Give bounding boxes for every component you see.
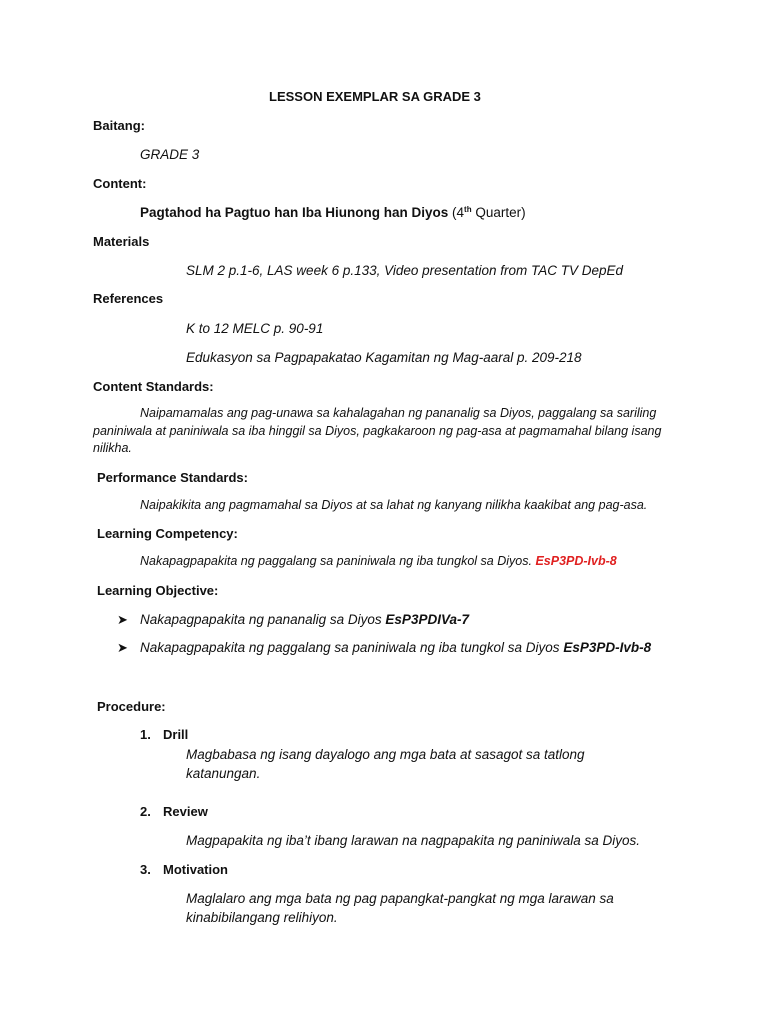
objective-item <box>140 613 469 627</box>
learning-competency-code: EsP3PD-Ivb-8 <box>535 554 617 568</box>
baitang-label: Baitang: <box>93 118 145 133</box>
content-quarter <box>452 205 526 220</box>
quarter-sup: th <box>464 205 472 214</box>
step-name: Motivation <box>163 862 228 877</box>
baitang-value: GRADE 3 <box>140 147 200 162</box>
content-standards-text: Naipamamalas ang pag-unawa sa kahalagahan ng pananalig sa Diyos, paggalang sa sariling paniniwala at paniniwala sa iba hinggil sa Diyos, pagkakaroon ng pag-asa at pagmamahal bilang isang nilikha. <box>93 406 662 455</box>
step-text-line: kinabibilangang relihiyon. <box>186 910 338 925</box>
step-text-line: Magbabasa ng isang dayalogo ang mga bata at sasagot sa tatlong <box>186 747 585 762</box>
step-number: 1. <box>140 727 151 742</box>
reference-item: K to 12 MELC p. 90-91 <box>186 321 324 336</box>
step-name: Review <box>163 804 208 819</box>
step-name: Drill <box>163 727 189 742</box>
arrow-bullet-icon: ➤ <box>117 612 128 627</box>
objective-code: EsP3PD-Ivb-8 <box>563 640 652 655</box>
materials-label: Materials <box>93 234 150 249</box>
quarter-close: Quarter) <box>471 205 526 220</box>
learning-competency-line <box>140 555 617 568</box>
step-number: 2. <box>140 804 151 819</box>
quarter-open: (4 <box>452 205 465 220</box>
content-topic: Pagtahod ha Pagtuo han Iba Hiunong han Diyos <box>140 205 449 220</box>
references-label: References <box>93 291 164 306</box>
document-title: LESSON EXEMPLAR SA GRADE 3 <box>269 89 481 104</box>
objective-text: Nakapagpapakita ng paggalang sa paniniwala ng iba tungkol sa Diyos <box>140 640 564 655</box>
learning-competency-text: Nakapagpapakita ng paggalang sa paniniwala ng iba tungkol sa Diyos. <box>140 554 532 568</box>
step-text-line: Maglalaro ang mga bata ng pag papangkat-pangkat ng mga larawan sa <box>186 891 614 906</box>
arrow-bullet-icon: ➤ <box>117 640 128 655</box>
reference-item: Edukasyon sa Pagpapakatao Kagamitan ng Mag-aaral p. 209-218 <box>186 350 582 365</box>
learning-objective-label: Learning Objective: <box>97 583 219 598</box>
performance-standards-text: Naipakikita ang pagmamahal sa Diyos at sa lahat ng kanyang nilikha kaakibat ang pag-asa. <box>140 498 648 512</box>
step-number: 3. <box>140 862 151 877</box>
objective-code: EsP3PDIVa-7 <box>385 612 469 627</box>
performance-standards-label: Performance Standards: <box>97 470 248 485</box>
content-standards-label: Content Standards: <box>93 379 214 394</box>
materials-value: SLM 2 p.1-6, LAS week 6 p.133, Video presentation from TAC TV DepEd <box>186 263 623 278</box>
learning-competency-label: Learning Competency: <box>97 526 238 541</box>
objective-item <box>140 641 651 655</box>
step-text-line: katanungan. <box>186 766 261 781</box>
content-topic-line <box>140 206 526 220</box>
content-label: Content: <box>93 176 147 191</box>
procedure-label: Procedure: <box>97 699 166 714</box>
objective-text: Nakapagpapakita ng pananalig sa Diyos <box>140 612 386 627</box>
step-text-line: Magpapakita ng iba’t ibang larawan na nagpapakita ng paniniwala sa Diyos. <box>186 833 641 848</box>
